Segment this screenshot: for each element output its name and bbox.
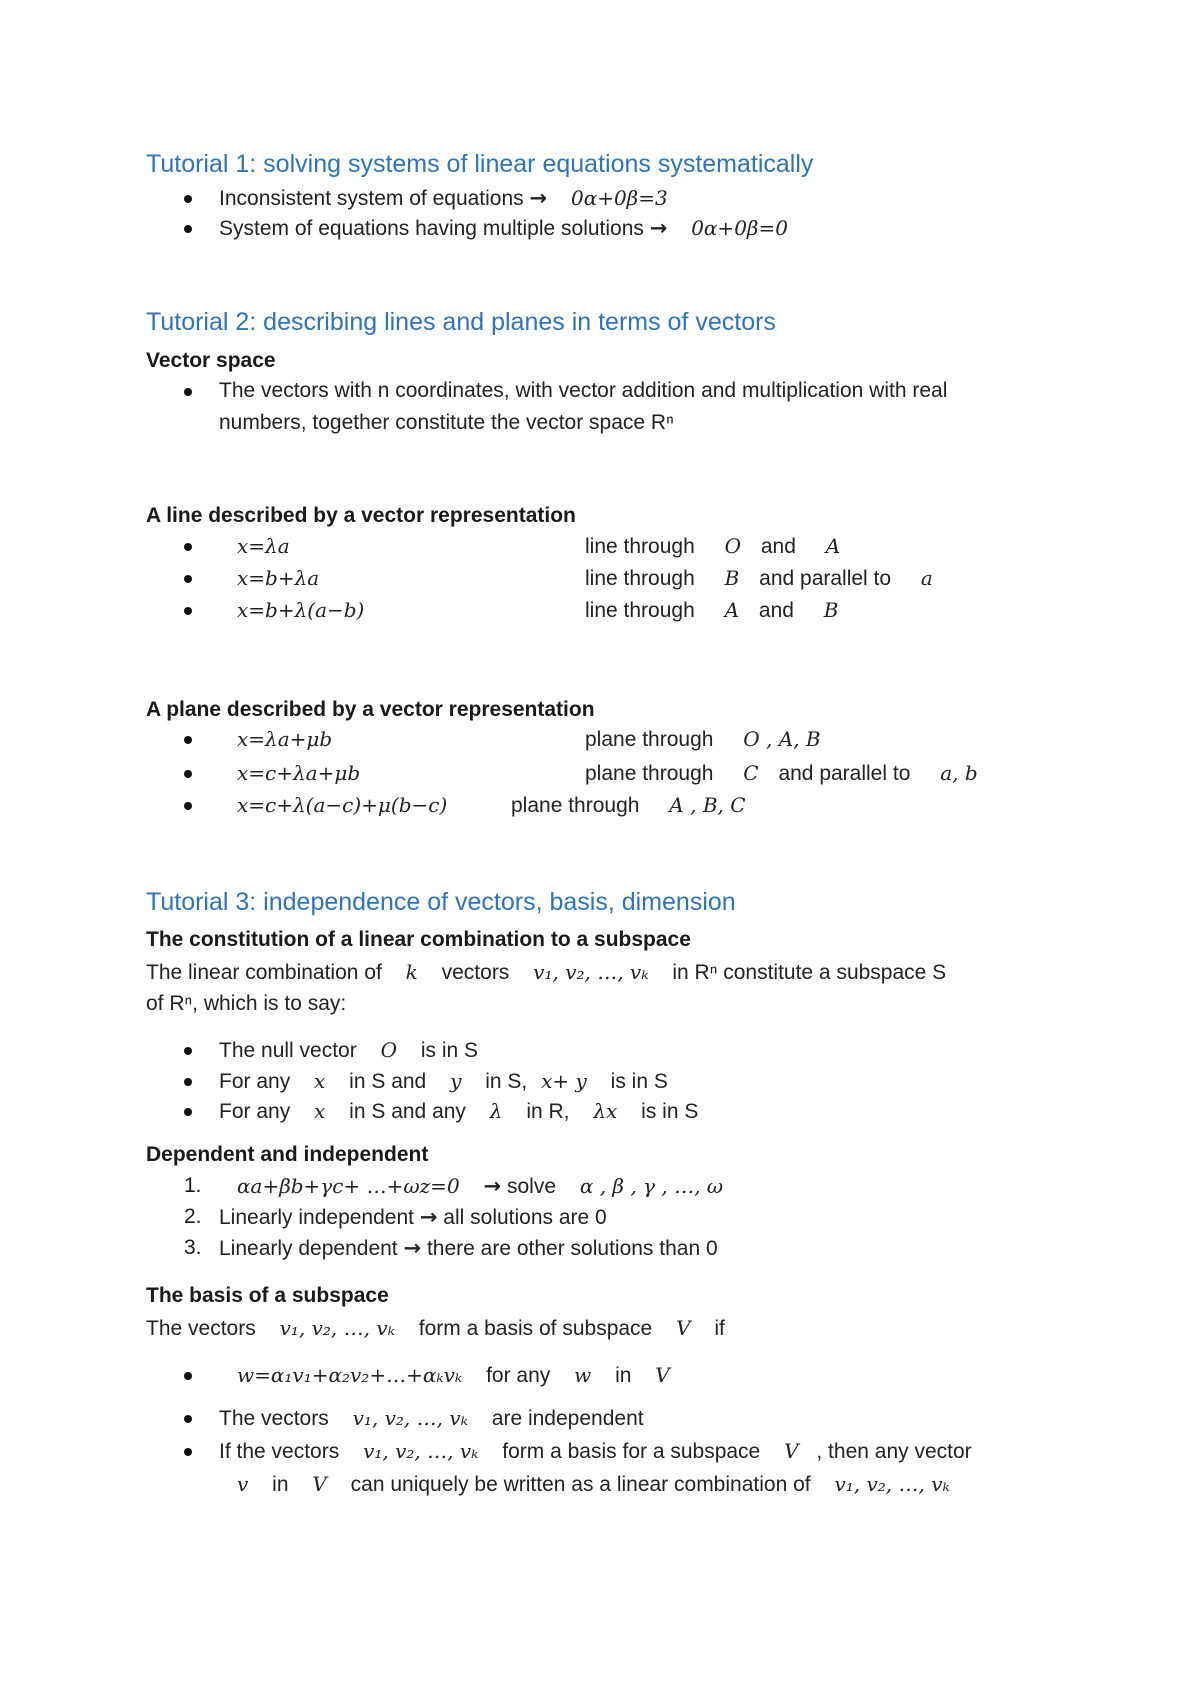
- numbered-item-3: Linearly dependent → there are other solutions than 0: [219, 1236, 718, 1260]
- plane-eq-1: x=λa+μb: [237, 727, 333, 751]
- numbered-item-2: Linearly independent → all solutions are 0: [219, 1205, 607, 1229]
- bullet-marker: [184, 388, 192, 396]
- bullet-marker: [184, 736, 192, 744]
- t1-bullet-1: Inconsistent system of equations → 0α+0β=3: [219, 186, 668, 210]
- line-desc-2: line through B and parallel to a: [585, 566, 933, 590]
- plane-representation-title: A plane described by a vector representation: [146, 698, 595, 721]
- plane-desc-2: plane through C and parallel to a, b: [585, 761, 978, 785]
- basis-bullet-2: The vectors v₁, v₂, …, vₖ are independent: [219, 1406, 644, 1430]
- numbered-item-2-number: 2.: [184, 1205, 202, 1228]
- plane-desc-1: plane through O , A, B: [585, 727, 821, 751]
- bullet-marker: [184, 575, 192, 583]
- numbered-item-1: αa+βb+γc+ …+ωz=0 → solve α , β , γ , …, ω: [237, 1174, 724, 1198]
- bullet-marker: [184, 1448, 192, 1456]
- numbered-item-3-number: 3.: [184, 1236, 202, 1259]
- bullet-marker: [184, 225, 192, 233]
- subspace-title: The constitution of a linear combination to a subspace: [146, 928, 691, 951]
- plane-eq-2: x=c+λa+μb: [237, 761, 361, 785]
- subspace-paragraph-line-1: The linear combination of k vectors v₁, v₂, …, vₖ in Rⁿ constitute a subspace S: [146, 960, 947, 984]
- line-representation-title: A line described by a vector representation: [146, 504, 576, 527]
- bullet-marker: [184, 1078, 192, 1086]
- vector-space-line-2: numbers, together constitute the vector space Rⁿ: [219, 411, 674, 434]
- line-desc-1: line through O and A: [585, 534, 841, 558]
- line-eq-2: x=b+λa: [237, 566, 320, 590]
- basis-paragraph: The vectors v₁, v₂, …, vₖ form a basis of subspace V if: [146, 1316, 725, 1340]
- tutorial-2-heading: Tutorial 2: describing lines and planes in terms of vectors: [146, 308, 776, 336]
- line-eq-3: x=b+λ(a−b): [237, 598, 365, 622]
- bullet-marker: [184, 1108, 192, 1116]
- tutorial-1-heading: Tutorial 1: solving systems of linear equations systematically: [146, 150, 814, 178]
- basis-bullet-1: w=α₁v₁+α₂v₂+…+αₖvₖ for any w in V: [237, 1363, 670, 1387]
- bullet-marker: [184, 770, 192, 778]
- bullet-marker: [184, 1415, 192, 1423]
- bullet-marker: [184, 1372, 192, 1380]
- bullet-marker: [184, 543, 192, 551]
- subspace-bullet-2: For any x in S and y in S, x+ y is in S: [219, 1069, 668, 1093]
- subspace-bullet-3: For any x in S and any λ in R, λx is in S: [219, 1099, 699, 1123]
- vector-space-line-1: The vectors with n coordinates, with vector addition and multiplication with real: [219, 379, 948, 402]
- t1-bullet-2: System of equations having multiple solutions → 0α+0β=0: [219, 216, 788, 240]
- subspace-bullet-1: The null vector O is in S: [219, 1038, 479, 1062]
- basis-bullet-3-line-2: v in V can uniquely be written as a linear combination of v₁, v₂, …, vₖ: [237, 1472, 950, 1496]
- line-desc-3: line through A and B: [585, 598, 839, 622]
- line-eq-1: x=λa: [237, 534, 290, 558]
- basis-bullet-3-line-1: If the vectors v₁, v₂, …, vₖ form a basis for a subspace V , then any vector: [219, 1439, 972, 1463]
- tutorial-3-heading: Tutorial 3: independence of vectors, basis, dimension: [146, 888, 736, 916]
- subspace-paragraph-line-2: of Rⁿ, which is to say:: [146, 992, 347, 1015]
- bullet-marker: [184, 1047, 192, 1055]
- bullet-marker: [184, 195, 192, 203]
- vector-space-title: Vector space: [146, 349, 276, 372]
- bullet-marker: [184, 802, 192, 810]
- bullet-marker: [184, 607, 192, 615]
- basis-title: The basis of a subspace: [146, 1284, 389, 1307]
- plane-eq-3: x=c+λ(a−c)+μ(b−c): [237, 793, 448, 817]
- numbered-item-1-number: 1.: [184, 1174, 202, 1197]
- dependence-title: Dependent and independent: [146, 1143, 429, 1166]
- plane-desc-3: plane through A , B, C: [511, 793, 746, 817]
